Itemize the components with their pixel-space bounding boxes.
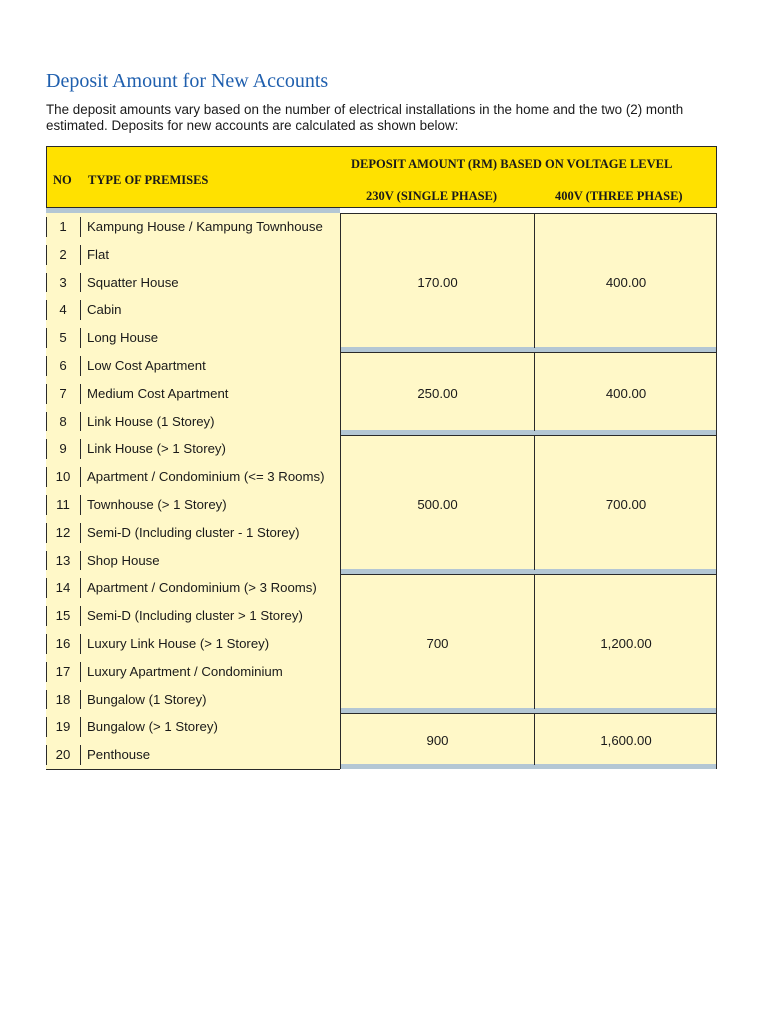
row-left-border — [46, 523, 47, 543]
row-number: 6 — [59, 358, 67, 373]
table-row — [46, 713, 340, 741]
row-premises-type: Link House (> 1 Storey) — [87, 441, 226, 457]
row-left-border — [46, 217, 47, 237]
table-row — [46, 686, 340, 714]
amount-group — [340, 352, 717, 435]
table-row — [46, 519, 340, 547]
row-premises-type: Kampung House / Kampung Townhouse — [87, 219, 323, 234]
row-premises-type: Squatter House — [87, 274, 179, 290]
table-row — [46, 574, 340, 602]
row-premises-type: Shop House — [87, 552, 160, 568]
row-left-border — [46, 412, 47, 432]
header-type-of-premises: TYPE OF PREMISES — [88, 173, 209, 187]
row-left-border — [46, 690, 47, 710]
row-number: 19 — [55, 719, 71, 735]
table-row — [46, 324, 340, 352]
row-number: 8 — [59, 413, 67, 429]
row-premises-type: Medium Cost Apartment — [87, 385, 229, 401]
table-row — [46, 352, 340, 380]
table-bottom-line — [46, 769, 340, 770]
row-left-border — [46, 551, 47, 571]
amount-three-phase: 400.00 — [605, 274, 647, 290]
table-row — [46, 241, 340, 269]
row-left-border — [46, 495, 47, 515]
row-premises-type: Link House (1 Storey) — [87, 413, 215, 429]
row-left-border — [46, 662, 47, 682]
table-row — [46, 269, 340, 297]
row-number-divider — [80, 356, 81, 376]
row-number-divider — [80, 578, 81, 598]
row-premises-type: Bungalow (1 Storey) — [87, 691, 207, 707]
amount-group — [340, 213, 717, 352]
row-premises-type: Apartment / Condominium (<= 3 Rooms) — [87, 469, 325, 485]
table-row — [46, 630, 340, 658]
row-number-divider — [80, 634, 81, 654]
row-left-border — [46, 300, 47, 320]
row-left-border — [46, 467, 47, 487]
row-premises-type: Low Cost Apartment — [87, 358, 206, 373]
row-left-border — [46, 356, 47, 376]
table-row — [46, 741, 340, 769]
row-number: 18 — [55, 691, 71, 707]
row-number: 9 — [59, 441, 67, 457]
row-left-border — [46, 634, 47, 654]
row-number-divider — [80, 523, 81, 543]
row-number-divider — [80, 328, 81, 348]
row-number-divider — [80, 551, 81, 571]
amount-three-phase: 1,600.00 — [600, 733, 652, 749]
page-title: Deposit Amount for New Accounts — [46, 70, 329, 92]
row-number: 10 — [55, 469, 71, 485]
row-number: 15 — [55, 608, 71, 624]
amount-group — [340, 713, 717, 769]
row-number: 4 — [59, 302, 67, 318]
intro-paragraph: The deposit amounts vary based on the number of electrical installations in the home and the two (2) month estimated. Deposits for new accounts are calculated as shown below: — [46, 102, 684, 133]
row-premises-type: Luxury Apartment / Condominium — [87, 663, 283, 679]
row-number-divider — [80, 384, 81, 404]
row-left-border — [46, 439, 47, 459]
row-number-divider — [80, 717, 81, 737]
table-row — [46, 380, 340, 408]
row-number-divider — [80, 300, 81, 320]
row-number: 13 — [55, 552, 71, 568]
row-number-divider — [80, 467, 81, 487]
amount-group — [340, 574, 717, 713]
row-left-border — [46, 273, 47, 293]
table-row — [46, 463, 340, 491]
row-number: 20 — [55, 747, 71, 763]
header-deposit-amount: DEPOSIT AMOUNT (RM) BASED ON VOLTAGE LEVEL — [351, 157, 673, 171]
table-row — [46, 602, 340, 630]
row-number-divider — [80, 273, 81, 293]
row-number-divider — [80, 745, 81, 765]
row-left-border — [46, 717, 47, 737]
table-header — [46, 146, 717, 208]
row-premises-type: Apartment / Condominium (> 3 Rooms) — [87, 580, 317, 596]
row-number-divider — [80, 412, 81, 432]
row-number-divider — [80, 690, 81, 710]
group-divider-bar — [341, 764, 716, 769]
row-left-border — [46, 578, 47, 598]
amount-single-phase: 900 — [426, 733, 449, 749]
row-left-border — [46, 745, 47, 765]
table-row — [46, 491, 340, 519]
row-left-border — [46, 328, 47, 348]
row-number: 16 — [55, 636, 71, 651]
row-number: 1 — [59, 219, 67, 234]
row-premises-type: Semi-D (Including cluster - 1 Storey) — [87, 524, 300, 540]
row-number: 2 — [59, 246, 67, 262]
row-premises-type: Luxury Link House (> 1 Storey) — [87, 636, 270, 651]
row-premises-type: Bungalow (> 1 Storey) — [87, 719, 218, 735]
row-premises-type: Townhouse (> 1 Storey) — [87, 497, 227, 512]
header-single-phase: 230V (SINGLE PHASE) — [366, 189, 498, 203]
amount-three-phase: 1,200.00 — [600, 635, 652, 651]
amount-single-phase: 700 — [426, 635, 449, 651]
row-number-divider — [80, 245, 81, 265]
header-three-phase: 400V (THREE PHASE) — [555, 189, 683, 203]
row-left-border — [46, 245, 47, 265]
row-number-divider — [80, 217, 81, 237]
row-premises-type: Cabin — [87, 302, 122, 318]
amount-three-phase: 700.00 — [605, 496, 647, 512]
table-row — [46, 408, 340, 436]
row-left-border — [46, 606, 47, 626]
table-row — [46, 435, 340, 463]
row-number: 17 — [55, 663, 71, 679]
row-left-border — [46, 384, 47, 404]
row-number: 7 — [59, 385, 67, 401]
amount-three-phase: 400.00 — [605, 385, 647, 401]
row-premises-type: Semi-D (Including cluster > 1 Storey) — [87, 608, 303, 624]
table-row — [46, 547, 340, 575]
row-number-divider — [80, 495, 81, 515]
row-number: 12 — [55, 524, 71, 540]
header-no: NO — [53, 173, 72, 187]
row-number-divider — [80, 662, 81, 682]
row-premises-type: Long House — [87, 330, 159, 346]
amount-single-phase: 250.00 — [417, 385, 458, 401]
table-row — [46, 658, 340, 686]
row-number: 14 — [55, 580, 71, 596]
row-number: 5 — [59, 330, 67, 346]
row-number-divider — [80, 439, 81, 459]
amount-group — [340, 435, 717, 574]
row-number: 3 — [59, 274, 67, 290]
row-number-divider — [80, 606, 81, 626]
row-premises-type: Penthouse — [87, 747, 151, 763]
table-row — [46, 213, 340, 241]
row-number: 11 — [56, 497, 70, 512]
amount-single-phase: 500.00 — [417, 496, 458, 512]
row-premises-type: Flat — [87, 246, 109, 262]
deposit-table — [46, 146, 717, 768]
amount-single-phase: 170.00 — [417, 274, 458, 290]
table-row — [46, 296, 340, 324]
